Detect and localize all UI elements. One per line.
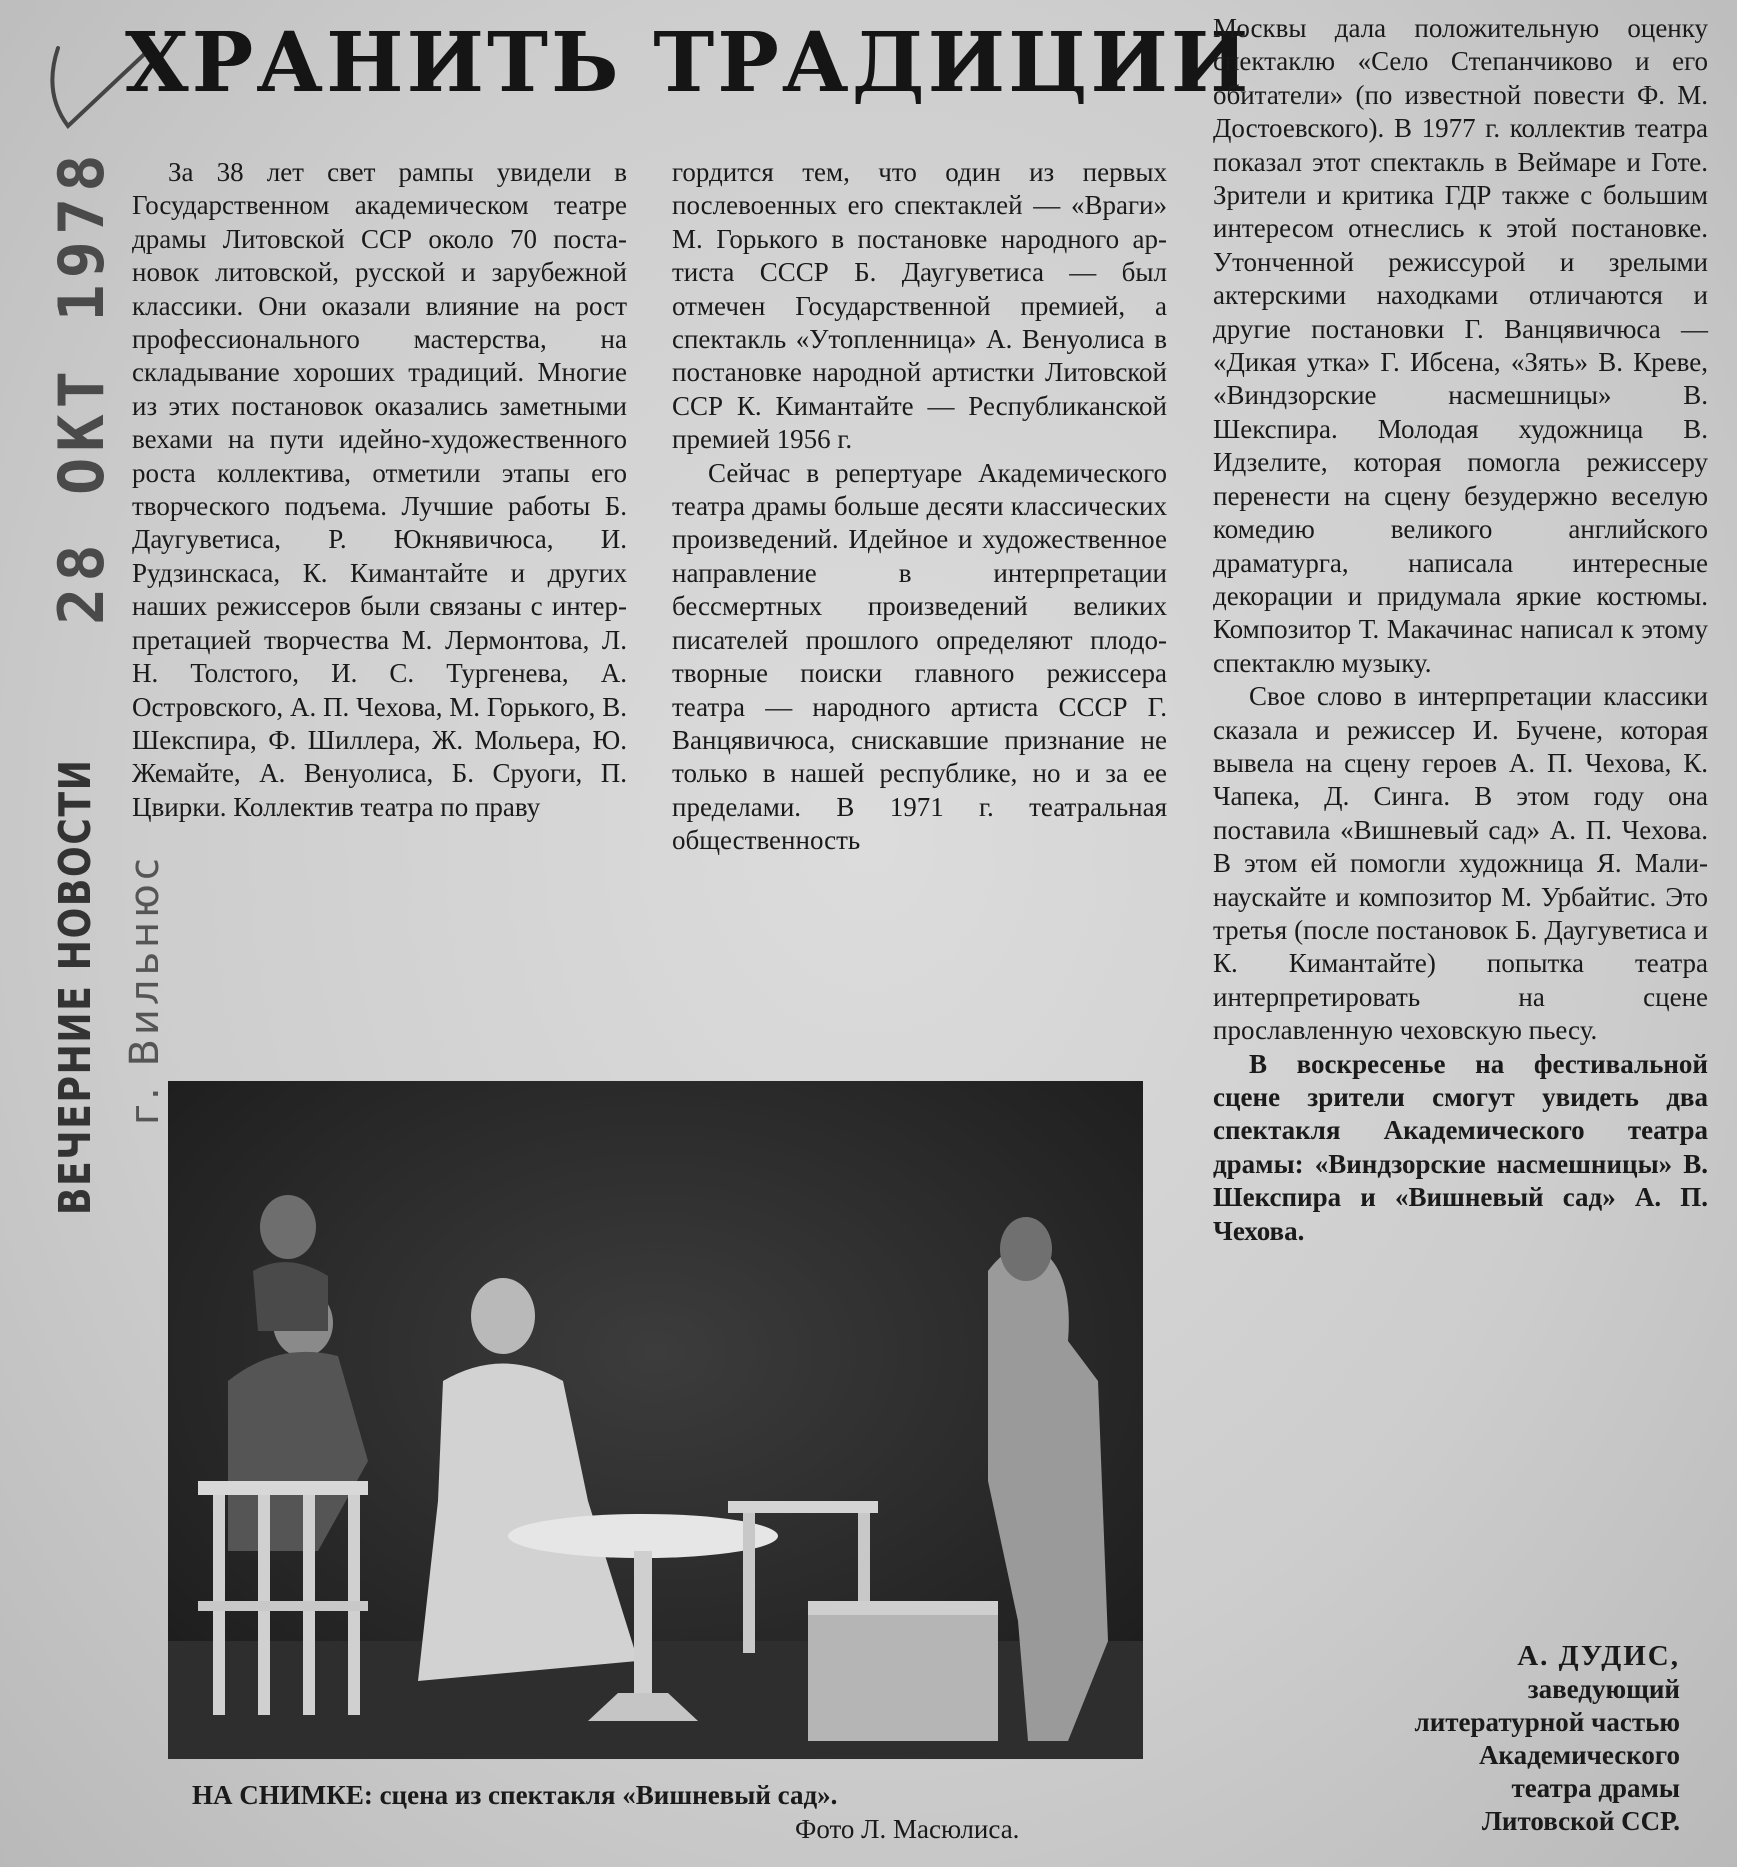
author-title-line: Академического bbox=[1478, 1740, 1680, 1770]
author-title-line: театра драмы bbox=[1511, 1773, 1680, 1803]
article-column-2 bbox=[672, 156, 1167, 858]
photo-credit: Фото Л. Масюлиса. bbox=[795, 1814, 1020, 1844]
paragraph: Свое слово в интерпретации классики сказала и режиссер И. Бучене, которая вывела на сцену героев А. П. Чехова, К. Чапека, Д. Синга. В этом году она поставила «Вишневый сад» А. П. Чехова. В этом ей помогли художница Я. Малинаускайте и композитор М. Урбайтис. Это третья (после постановок Б. Даугуветиса и К. Кимантайте) попытка театра интерпретировать на сцене прославленную чеховскую пьесу. bbox=[1213, 681, 1708, 1046]
article-column-1 bbox=[132, 156, 627, 824]
photo-caption: НА СНИМКЕ: сцена из спектакля «Вишневый сад». bbox=[192, 1780, 838, 1810]
paragraph: За 38 лет свет рампы увидели в Государственном академическом театре драмы Литовской ССР около 70 постановок литовской, русской и зарубежной классики. Они оказали влияние на рост профессионального мастерства, на складывание хороших традиций. Многие из этих постановок оказались заметными вехами на пути идейно-художественного роста коллектива, отметили этапы его творческого подъема. Лучшие работы Б. Даугуветиса, Р. Юкнявичюса, И. Рудзинскаса, К. Кимантайте и других наших режиссеров были связаны с интерпретацией творчества М. Лермонтова, Л. Н. Толстого, И. С. Тургенева, А. Островского, А. П. Чехова, М. Горького, В. Шекспира, Ф. Шиллера, Ж. Мольера, Ю. Жемайте, А. Венуолиса, Б. Сруоги, П. Цвирки. Коллектив театра по праву bbox=[132, 157, 627, 822]
city-stamp: г. Вильнюс bbox=[122, 854, 168, 1125]
closing-paragraph: В воскресенье на фестивальной сцене зрители смогут увидеть два спектакля Академического театра драмы: «Виндзорские насмешницы» В. Шекспира и «Вишневый сад» А. П. Чехова. bbox=[1213, 1048, 1708, 1246]
author-signature bbox=[1290, 1640, 1680, 1838]
newspaper-name-stamp: ВЕЧЕРНИЕ НОВОСТИ bbox=[50, 758, 101, 1215]
headline: ХРАНИТЬ ТРАДИЦИИ bbox=[125, 15, 1252, 111]
author-title-line: заведующий bbox=[1527, 1674, 1680, 1704]
paragraph: Москвы дала положительную оценку спектаклю «Село Степанчиково и его обитатели» (по известной повести Ф. М. Достоевского). В 1977 г. коллектив театра показал этот спектакль в Веймаре и Готе. Зрители и критика ГДР также с большим интересом отнеслись к этой постановке. Утонченной режиссурой и зрелыми актерскими находками отличаются и другие постановки Г. Ванцявичюса — «Дикая утка» Г. Ибсена, «Зять» В. Креве, «Виндзорские насмешницы» В. Шекспира. Молодая художница В. Идзелите, которая помогла режиссеру перенести на сцену безудержно веселую комедию великого английского драматурга, написала интересные декорации и придумала яркие костюмы. Композитор Т. Макачинас написал к этому спектаклю музыку. bbox=[1213, 13, 1708, 678]
paragraph: гордится тем, что один из первых послевоенных его спектаклей — «Враги» М. Горького в постановке народного артиста СССР Б. Даугуветиса — был отмечен Государственной премией, а спектакль «Утопленница» А. Венуолиса в постановке народной артистки Литовской ССР К. Кимантайте — Республиканской премией 1956 г. bbox=[672, 157, 1167, 455]
article-column-3 bbox=[1213, 12, 1708, 1248]
paragraph: Сейчас в репертуаре Академического театра драмы больше десяти классических произведений. Идейное и художественное направление в интерпретации бессмертных произведений великих писателей прошлого определяют плодотворные поиски главного режиссера театра — народного артиста СССР Г. Ванцявичюса, снискавшие признание не только в нашей республике, но и за ее пределами. В 1971 г. театральная общественность bbox=[672, 457, 1167, 856]
stage-scene-illustration bbox=[168, 1081, 1143, 1759]
author-title-line: литературной частью bbox=[1414, 1707, 1680, 1737]
stage-photo bbox=[168, 1081, 1143, 1759]
date-stamp: 28 ОКТ 1978 bbox=[45, 148, 118, 625]
author-title-line: Литовской ССР. bbox=[1481, 1806, 1680, 1836]
author-name: А. ДУДИС, bbox=[1517, 1640, 1680, 1672]
